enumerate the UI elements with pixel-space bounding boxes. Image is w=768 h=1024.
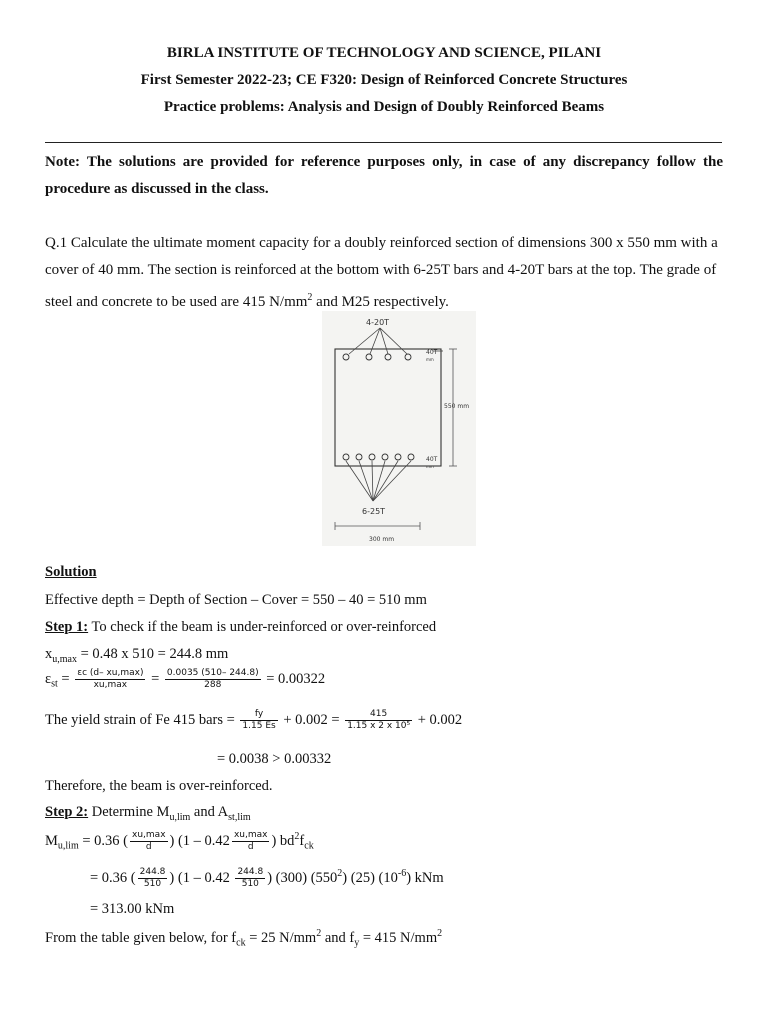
note-paragraph: Note: The solutions are provided for reference purposes only, in case of any discrepancy follow the procedure as discussed in the class. (45, 154, 723, 197)
bottom-cover-label: 40T (426, 456, 438, 463)
top-bars-label: 4-20T (366, 318, 390, 327)
bottom-bars-label: 6-25T (362, 507, 386, 516)
yield-strain-line: The yield strain of Fe 415 bars = $\frac{fy}{1.15 Es}$ + 0.002 = $\frac{415}{\text{1.15 x 2 x 10⁵}}$ + 0.002 (45, 709, 463, 731)
xu-max-line: $x_{u,max} = 0.48$ x 510 = 244.8 mm (45, 646, 229, 665)
mu-lim-substitution: = 0.36 ( $\frac{244.8}{510}$ ) (1 – 0.42 $\frac{244.8}{510}$ ) (300) $(550^2)$ (25) $(10^{-6})$ kNm (90, 867, 444, 889)
top-cover-label: 40T (426, 349, 438, 356)
height-label: 550 mm (444, 403, 470, 410)
effective-depth-line: Effective depth = Depth of Section – Cover = 550 – 40 = 510 mm (45, 592, 427, 608)
yield-result-line: = 0.0038 > 0.00332 (217, 751, 332, 767)
mu-lim-formula: $M_{u,lim} = 0.36$ ( $\frac{xu,\max}{d}$ ) (1 – 0.42 $\frac{xu,\max}{d}$ ) $bd^2f_{ck}$ (45, 830, 314, 852)
mu-lim-result: = 313.00 kNm (90, 901, 175, 917)
step2-line: Step 2: Determine $M_{u,lim}$ and $A_{st,lim}$ (45, 804, 251, 823)
step1-line: Step 1: To check if the beam is under-reinforced or over-reinforced (45, 619, 437, 635)
table-reference-line: From the table given below, for $f_{ck} = 25$ $N/mm^2$ and $f_y = 415$ $N/mm^2$ (45, 928, 443, 949)
svg-text:mm: mm (426, 357, 434, 362)
beam-section-figure (322, 311, 476, 546)
conclusion-line: Therefore, the beam is over-reinforced. (45, 778, 273, 794)
svg-text:mm: mm (426, 464, 434, 469)
institute-title: BIRLA INSTITUTE OF TECHNOLOGY AND SCIENCE, PILANI (166, 45, 602, 61)
course-title: First Semester 2022-23; CE F320: Design of Reinforced Concrete Structures (140, 72, 628, 88)
header-divider (45, 142, 722, 143)
practice-title: Practice problems: Analysis and Design of Doubly Reinforced Beams (163, 99, 605, 115)
question-1: Q.1 Calculate the ultimate moment capacity for a doubly reinforced section of dimensions 300 x 550 mm with a cover of 40 mm. The section is reinforced at the bottom with 6-25T bars and 4-20T bars at the top. The grade of steel and concrete to be used are 415 $N/mm^2$ and M25 respectively. (45, 235, 718, 310)
solution-heading: Solution (45, 564, 97, 580)
width-label: 300 mm (369, 536, 395, 543)
strain-line: $\varepsilon_{st}$ = $\frac{\varepsilon c (d- xu,\max)}{xu,\max}$ = $\frac{0.0035 (510- 244.8)}{288}$ = 0.00322 (45, 668, 326, 690)
